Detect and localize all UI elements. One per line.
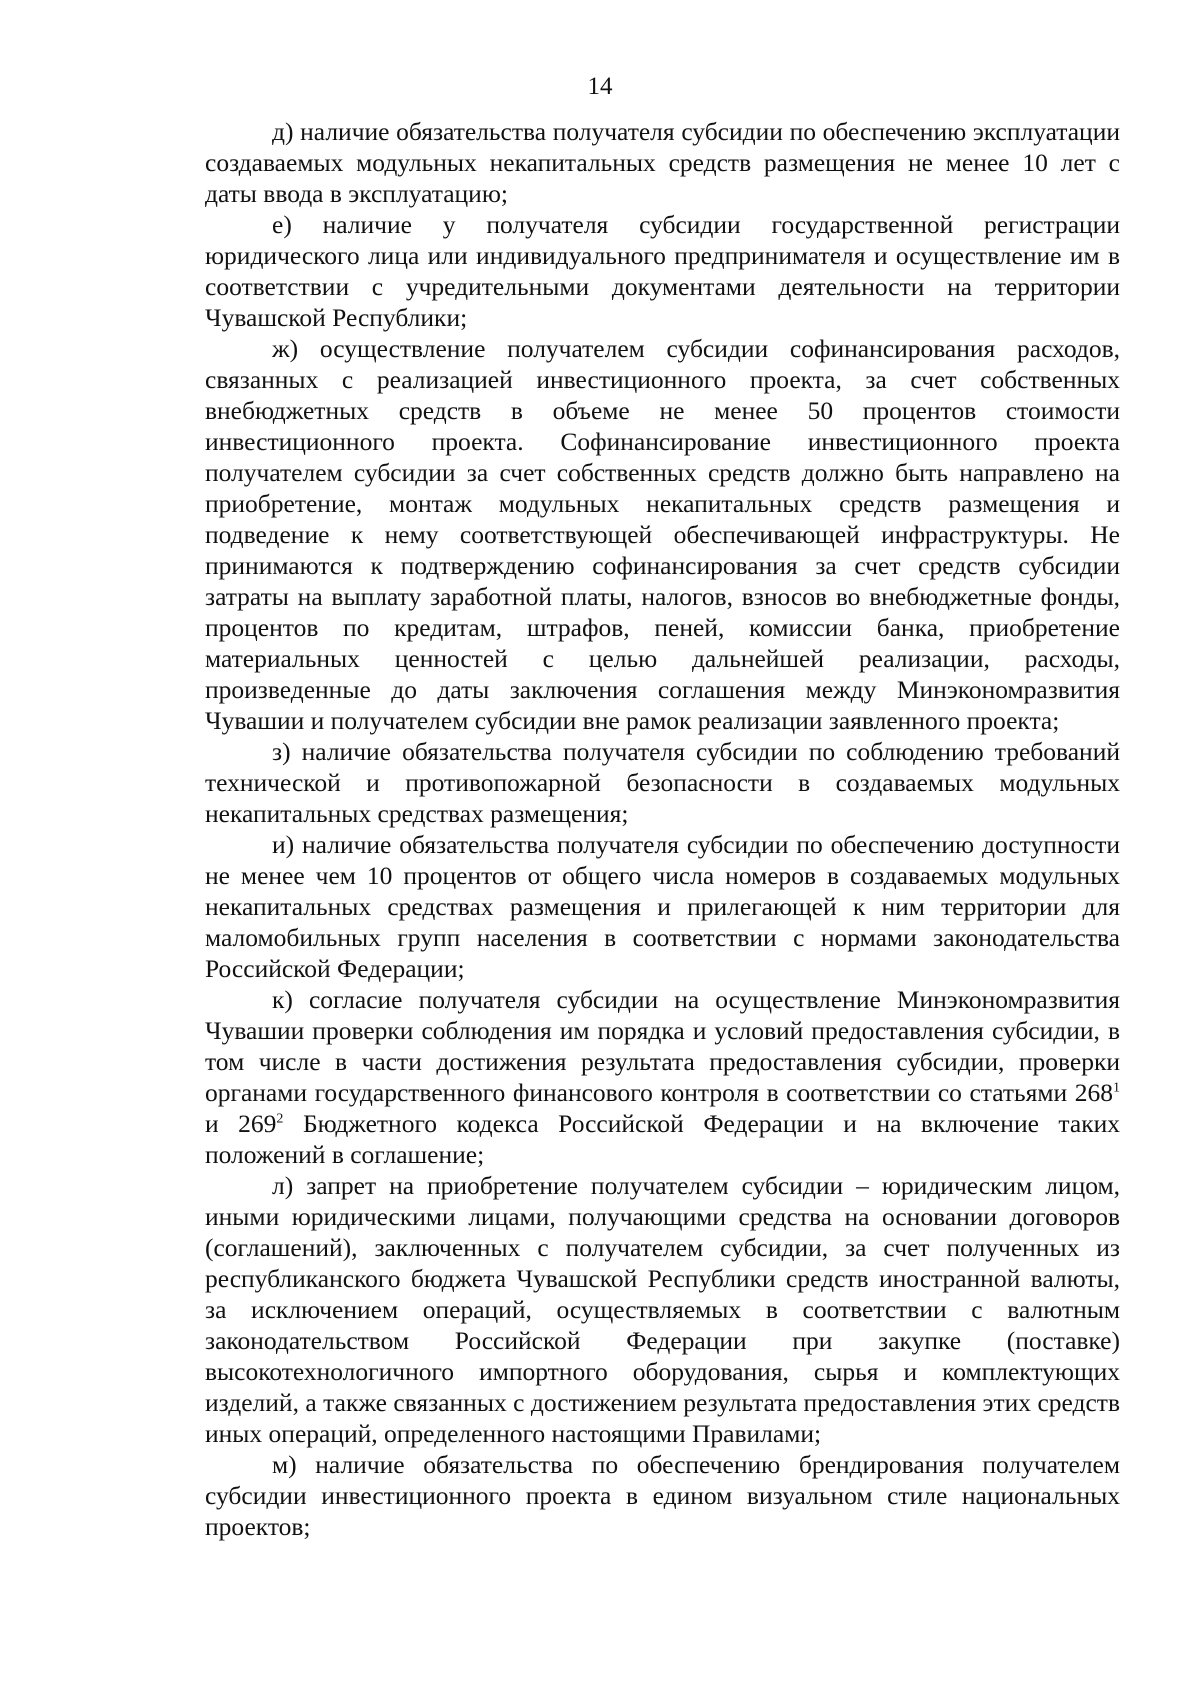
paragraph-k-text-after: Бюджетного кодекса Российской Федерации и на включение таких положений в соглашение;: [205, 1109, 1120, 1169]
footnote-superscript-1: 1: [1113, 1080, 1120, 1096]
footnote-superscript-2: 2: [276, 1111, 284, 1127]
paragraph-l: л) запрет на приобретение получателем субсидии – юридическим лицом, иными юридическими лицами, получающими средства на основании договоров (соглашений), заключенных с получателем субсидии, за счет полученных из республиканского бюджета Чувашской Республики средств иностранной валюты, за исключением операций, осуществляемых в соответствии с валютным законодательством Российской Федерации при закупке (поставке) высокотехнологичного импортного оборудования, сырья и комплектующих изделий, а также связанных с достижением результата предоставления этих средств иных операций, определенного настоящими Правилами;: [205, 1171, 1120, 1448]
paragraph-d: д) наличие обязательства получателя субсидии по обеспечению эксплуатации создаваемых модульных некапитальных средств размещения не менее 10 лет с даты ввода в эксплуатацию;: [205, 117, 1120, 208]
page-number: 14: [587, 73, 613, 100]
paragraph-e: е) наличие у получателя субсидии государственной регистрации юридического лица или индивидуального предпринимателя и осуществление им в соответствии с учредительными документами деятельности на территории Чувашской Республики;: [205, 210, 1120, 332]
document-body: [205, 116, 1120, 1542]
paragraph-zh: ж) осуществление получателем субсидии софинансирования расходов, связанных с реализацией инвестиционного проекта, за счет собственных внебюджетных средств в объеме не менее 50 процентов стоимости инвестиционного проекта. Софинансирование инвестиционного проекта получателем субсидии за счет собственных средств должно быть направлено на приобретение, монтаж модульных некапитальных средств размещения и подведение к нему соответствующей обеспечивающей инфраструктуры. Не принимаются к подтверждению софинансирования за счет средств субсидии затраты на выплату заработной платы, налогов, взносов во внебюджетные фонды, процентов по кредитам, штрафов, пеней, комиссии банка, приобретение материальных ценностей с целью дальнейшей реализации, расходы, произведенные до даты заключения соглашения между Минэкономразвития Чувашии и получателем субсидии вне рамок реализации заявленного проекта;: [205, 334, 1120, 735]
paragraph-k-text-before: к) согласие получателя субсидии на осуществление Минэкономразвития Чувашии проверки соблюдения им порядка и условий предоставления субсидии, в том числе в части достижения результата предоставления субсидии, проверки органами государственного финансового контроля в соответствии со статьями 268: [205, 985, 1120, 1107]
paragraph-m: м) наличие обязательства по обеспечению брендирования получателем субсидии инвестиционного проекта в едином визуальном стиле национальных проектов;: [205, 1450, 1120, 1541]
paragraph-z: з) наличие обязательства получателя субсидии по соблюдению требований технической и противопожарной безопасности в создаваемых модульных некапитальных средствах размещения;: [205, 737, 1120, 828]
paragraph-k: [205, 984, 1120, 1170]
paragraph-k-text-middle: и 269: [205, 1109, 277, 1138]
paragraph-i: и) наличие обязательства получателя субсидии по обеспечению доступности не менее чем 10 процентов от общего числа номеров в создаваемых модульных некапитальных средствах размещения и прилегающей к ним территории для маломобильных групп населения в соответствии с нормами законодательства Российской Федерации;: [205, 830, 1120, 983]
